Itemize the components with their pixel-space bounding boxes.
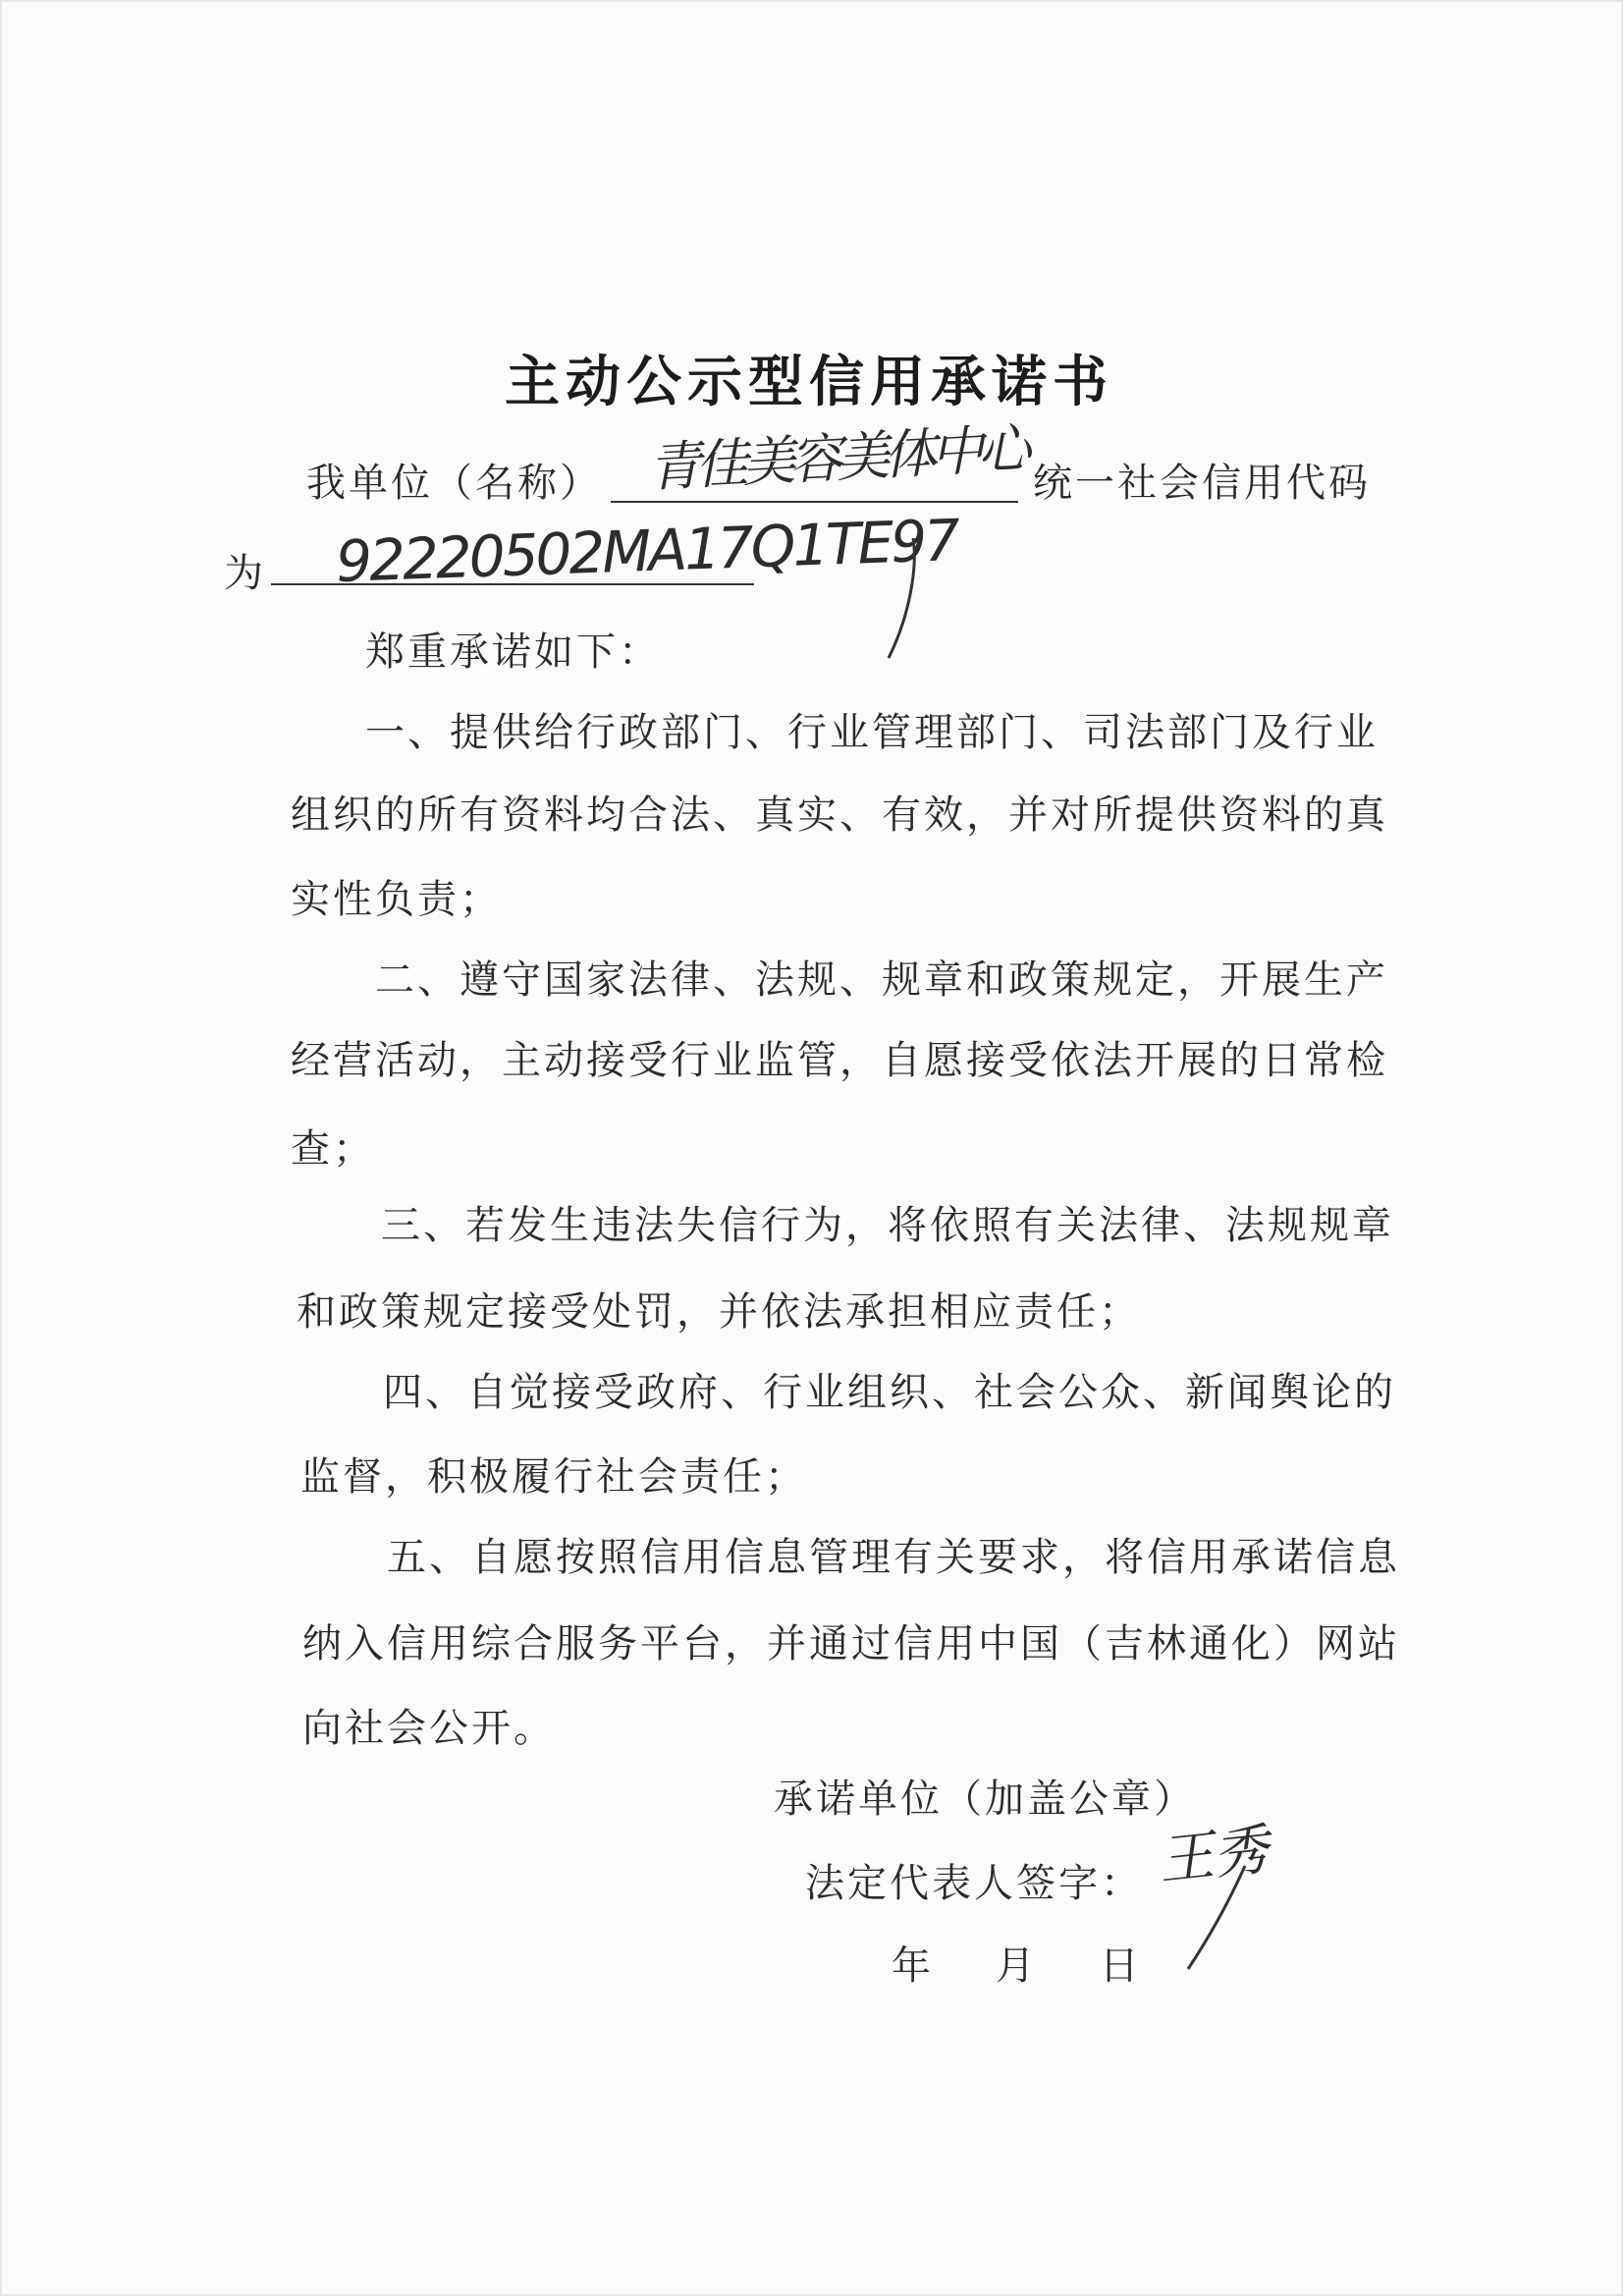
item-4-line-1: 四、自觉接受政府、行业组织、社会公众、新闻舆论的: [383, 1370, 1396, 1415]
credit-code-handwritten: 92220502MA17Q1TE97: [335, 506, 959, 596]
date-line: 年 月 日: [892, 1943, 1142, 1989]
item-3-line-2: 和政策规定接受处罚，并依法承担相应责任；: [297, 1289, 1141, 1335]
unit-name-handwritten: 青佳美容美体中心: [646, 416, 1027, 500]
item-1-line-2: 组织的所有资料均合法、真实、有效，并对所提供资料的真: [291, 793, 1388, 838]
item-4-line-2: 监督，积极履行社会责任；: [300, 1454, 807, 1500]
sign-unit-label: 承诺单位（加盖公章）: [774, 1777, 1196, 1822]
item-3-line-1: 三、若发生违法失信行为，将依照有关法律、法规规章: [381, 1203, 1394, 1248]
legal-rep-label: 法定代表人签字：: [805, 1861, 1143, 1906]
item-2-line-2: 经营活动，主动接受行业监管，自愿接受依法开展的日常检: [291, 1038, 1388, 1083]
document-title: 主动公示型信用承诺书: [505, 351, 1113, 414]
credit-code-label: 统一社会信用代码: [1033, 461, 1371, 506]
unit-name-underline: [611, 501, 1018, 503]
item-5-line-2: 纳入信用综合服务平台，并通过信用中国（吉林通化）网站: [302, 1621, 1400, 1667]
credit-code-prefix: 为: [224, 551, 266, 596]
item-2-line-1: 二、遵守国家法律、法规、规章和政策规定，开展生产: [375, 957, 1388, 1003]
item-1-line-3: 实性负责；: [291, 877, 502, 922]
intro-label: 我单位（名称）: [306, 461, 602, 506]
item-5-line-3: 向社会公开。: [302, 1706, 556, 1751]
item-1-line-1: 一、提供给行政部门、行业管理部门、司法部门及行业: [365, 710, 1379, 755]
signature-handwritten: 王秀: [1155, 1818, 1272, 1893]
item-2-line-3: 查；: [291, 1126, 375, 1172]
item-5-line-1: 五、自愿按照信用信息管理有关要求，将信用承诺信息: [387, 1535, 1400, 1580]
pledge-intro: 郑重承诺如下：: [365, 629, 661, 675]
